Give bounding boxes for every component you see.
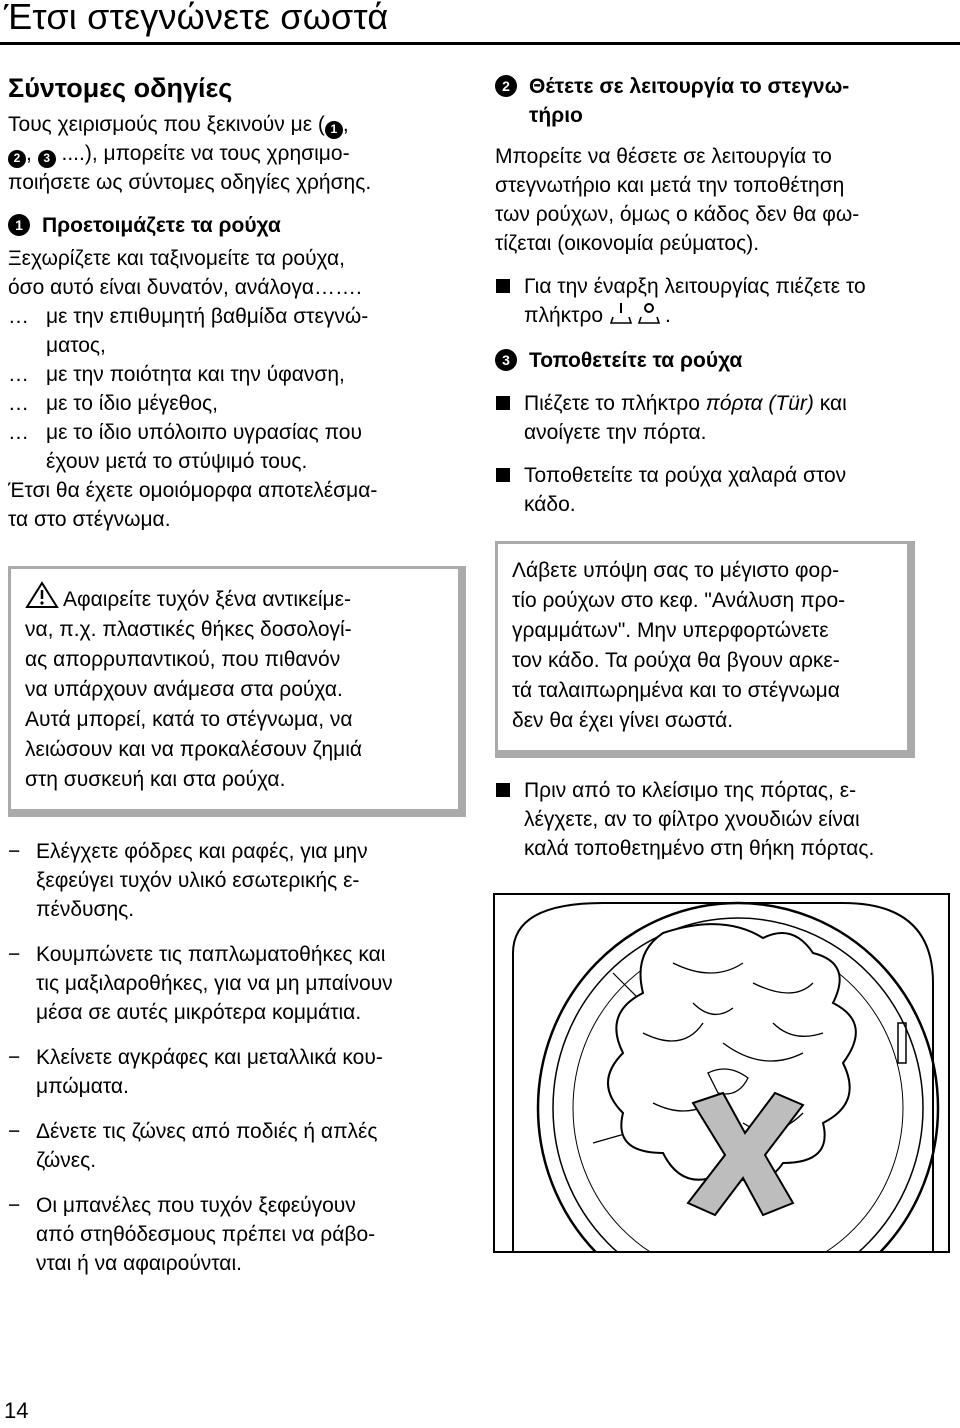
step-title: Τοποθετείτε τα ρούχα [529,349,743,372]
checklist-text [36,1117,378,1175]
bullet-text: . [664,304,671,327]
square-bullet-icon [496,279,510,293]
checklist [8,837,463,1278]
door-key-label: πόρτα (Tür) [705,392,814,415]
checklist-line: Κλείνετε αγκράφες και μεταλλικά κου- [36,1046,383,1069]
checklist-text [36,940,393,1027]
bullet-load [495,461,945,519]
step-number-badge: 2 [8,150,26,168]
filter-line: λέγχετε, αν το φίλτρο χνουδιών είναι [524,808,860,831]
note-line: τά ταλαιπωρημένα και το στέγνωμα [512,679,840,702]
dash-marker: − [8,1120,21,1143]
warning-line [25,765,448,795]
intro-text: Τους χειρισμούς που ξεκινούν με ( [8,113,325,136]
checklist-line: Ελέγχετε φόδρες και ραφές, για μην [36,840,368,863]
step-2-line: των ρούχων, όμως ο κάδος δεν θα φω- [495,203,860,226]
checklist-line: ξεφεύγει τυχόν υλικό εσωτερικής ε- [36,869,360,892]
note-text [512,556,897,736]
checklist-text [36,837,368,924]
warning-triangle-icon [25,581,59,609]
checklist-text [36,1043,383,1101]
bullet-text [524,776,874,863]
intro-text: , [342,113,349,136]
checklist-item [8,1117,463,1175]
result-text: Έτσι θα έχετε ομοιόμορφα αποτελέσμα- [8,479,378,502]
section-heading: Σύντομες οδηγίες [8,73,233,103]
criteria-text: με το ίδιο μέγεθος, [46,392,218,415]
warning-text: λειώσουν και να προκαλέσουν ζημιά [25,738,363,761]
warning-line [25,645,448,675]
step-3-heading [495,346,945,375]
bullet-text: πλήκτρο [524,304,604,327]
start-stop-key-icon [609,301,665,325]
bullet-text: ανοίγετε την πόρτα. [524,421,707,444]
warning-line [25,735,448,765]
note-line: τον κάδο. Τα ρούχα θα βγουν αρκε- [512,649,840,672]
note-line: γραμμάτων". Μην υπερφορτώνετε [512,619,829,642]
checklist-line: από στηθόδεσμους πρέπει να ράβο- [36,1223,376,1246]
warning-line [25,581,448,615]
warning-text: Αφαιρείτε τυχόν ξένα αντικείμε- [63,588,351,611]
checklist-item [8,1191,463,1278]
dash-marker: − [8,943,21,966]
intro-text: ποιήσετε ως σύντομες οδηγίες χρήσης. [8,171,372,194]
sort-paragraph [8,244,463,534]
ellipsis-marker: … [8,363,29,386]
dash-marker: − [8,1194,21,1217]
note-line: τίο ρούχων στο κεφ. "Ανάλυση προ- [512,589,846,612]
note-line: Λάβετε υπόψη σας το μέγιστο φορ- [512,559,840,582]
checklist-line: Κουμπώνετε τις παπλωματοθήκες και [36,943,386,966]
warning-text: να, π.χ. πλαστικές θήκες δοσολογί- [25,618,352,641]
step-number-badge: 3 [495,349,517,371]
criteria-text: ματος, [46,334,106,357]
warning-text: να υπάρχουν ανάμεσα στα ρούχα. [25,678,343,701]
checklist-line: ζώνες. [36,1149,97,1172]
step-1-heading [8,211,463,240]
criteria-item [8,331,463,360]
ellipsis-marker: … [8,421,29,444]
step-number-badge: 2 [495,75,517,97]
warning-text [25,581,448,795]
step-number-badge: 3 [38,150,56,168]
square-bullet-icon [496,396,510,410]
overloaded-drum-illustration [493,893,950,1253]
warning-text: ας απορρυπαντικού, που πιθανόν [25,648,341,671]
criteria-text: με την ποιότητα και την ύφανση, [46,363,345,386]
page-title: Έτσι στεγνώνετε σωστά [4,0,389,37]
note-box [495,541,915,758]
bullet-text: και [813,392,847,415]
bullet-door [495,389,945,447]
criteria-item [8,447,463,476]
sort-text: Ξεχωρίζετε και ταξινομείτε τα ρούχα, [8,247,345,270]
criteria-text: με την επιθυμητή βαθμίδα στεγνώ- [46,305,369,328]
step-number-badge: 1 [8,214,30,236]
checklist-text [36,1191,375,1278]
intro-text: ....), μπορείτε να τους χρησιμο- [55,142,350,165]
checklist-item [8,940,463,1027]
checklist-item [8,1043,463,1101]
checklist-line: Δένετε τις ζώνες από ποδιές ή απλές [36,1120,378,1143]
ellipsis-marker: … [8,305,29,328]
step-title [529,72,849,130]
sort-text: όσο αυτό είναι δυνατόν, ανάλογα……. [8,276,362,299]
warning-text: Αυτά μπορεί, κατά το στέγνωμα, να [25,708,353,731]
step-2-line: στεγνωτήριο και μετά την τοποθέτηση [495,174,845,197]
criteria-item [8,389,463,418]
bullet-filter [495,776,945,863]
note-line: δεν θα έχει γίνει σωστά. [512,709,734,732]
checklist-line: πένδυσης. [36,898,135,921]
ellipsis-marker [8,447,46,476]
bullet-start [495,272,945,330]
warning-line [25,615,448,645]
right-column [495,72,945,877]
ellipsis-marker [8,331,46,360]
criteria-item [8,418,463,447]
result-text: τα στο στέγνωμα. [8,508,171,531]
page-number: 14 [4,1398,29,1423]
checklist-line: τις μαξιλαροθήκες, για να μη μπαίνουν [36,972,393,995]
warning-line [25,705,448,735]
criteria-text: με το ίδιο υπόλοιπο υγρασίας που [46,421,362,444]
dash-marker: − [8,840,21,863]
step-title: Προετοιμάζετε τα ρούχα [42,214,281,237]
bullet-text: Πιέζετε το πλήκτρο [524,392,706,415]
filter-line: καλά τοποθετημένο στη θήκη πόρτας. [524,837,875,860]
intro-paragraph [8,110,463,197]
warning-box [8,566,466,817]
filter-line: Πριν από το κλείσιμο της πόρτας, ε- [524,779,857,802]
step-title-line: Θέτετε σε λειτουργία το στεγνω- [529,75,850,98]
ellipsis-marker: … [8,392,29,415]
criteria-text: έχουν μετά το στύψιμό τους. [46,450,308,473]
step-title-line: τήριο [529,104,583,127]
step-2-line: τίζεται (οικονομία ρεύματος). [495,232,760,255]
checklist-line: μπώματα. [36,1075,129,1098]
step-2-heading [495,72,945,130]
left-column [8,72,463,1294]
checklist-line: μέσα σε αυτές μικρότερα κομμάτια. [36,1001,362,1024]
criteria-list [8,302,463,476]
criteria-item [8,360,463,389]
dash-marker: − [8,1046,21,1069]
checklist-line: νται ή να αφαιρούνται. [36,1252,242,1275]
step-number-badge: 1 [325,121,343,139]
title-rule [0,42,960,45]
step-2-line: Μπορείτε να θέσετε σε λειτουργία το [495,145,832,168]
checklist-line: Οι μπανέλες που τυχόν ξεφεύγουν [36,1194,356,1217]
bullet-text: κάδο. [524,493,576,516]
bullet-text: Τοποθετείτε τα ρούχα χαλαρά στον [524,464,847,487]
warning-text: στη συσκευή και στα ρούχα. [25,768,286,791]
step-2-text [495,142,945,258]
checklist-item [8,837,463,924]
criteria-item [8,302,463,331]
square-bullet-icon [496,783,510,797]
intro-text: , [26,142,38,165]
warning-line [25,675,448,705]
bullet-text: Για την έναρξη λειτουργίας πιέζετε το [524,275,866,298]
square-bullet-icon [496,468,510,482]
